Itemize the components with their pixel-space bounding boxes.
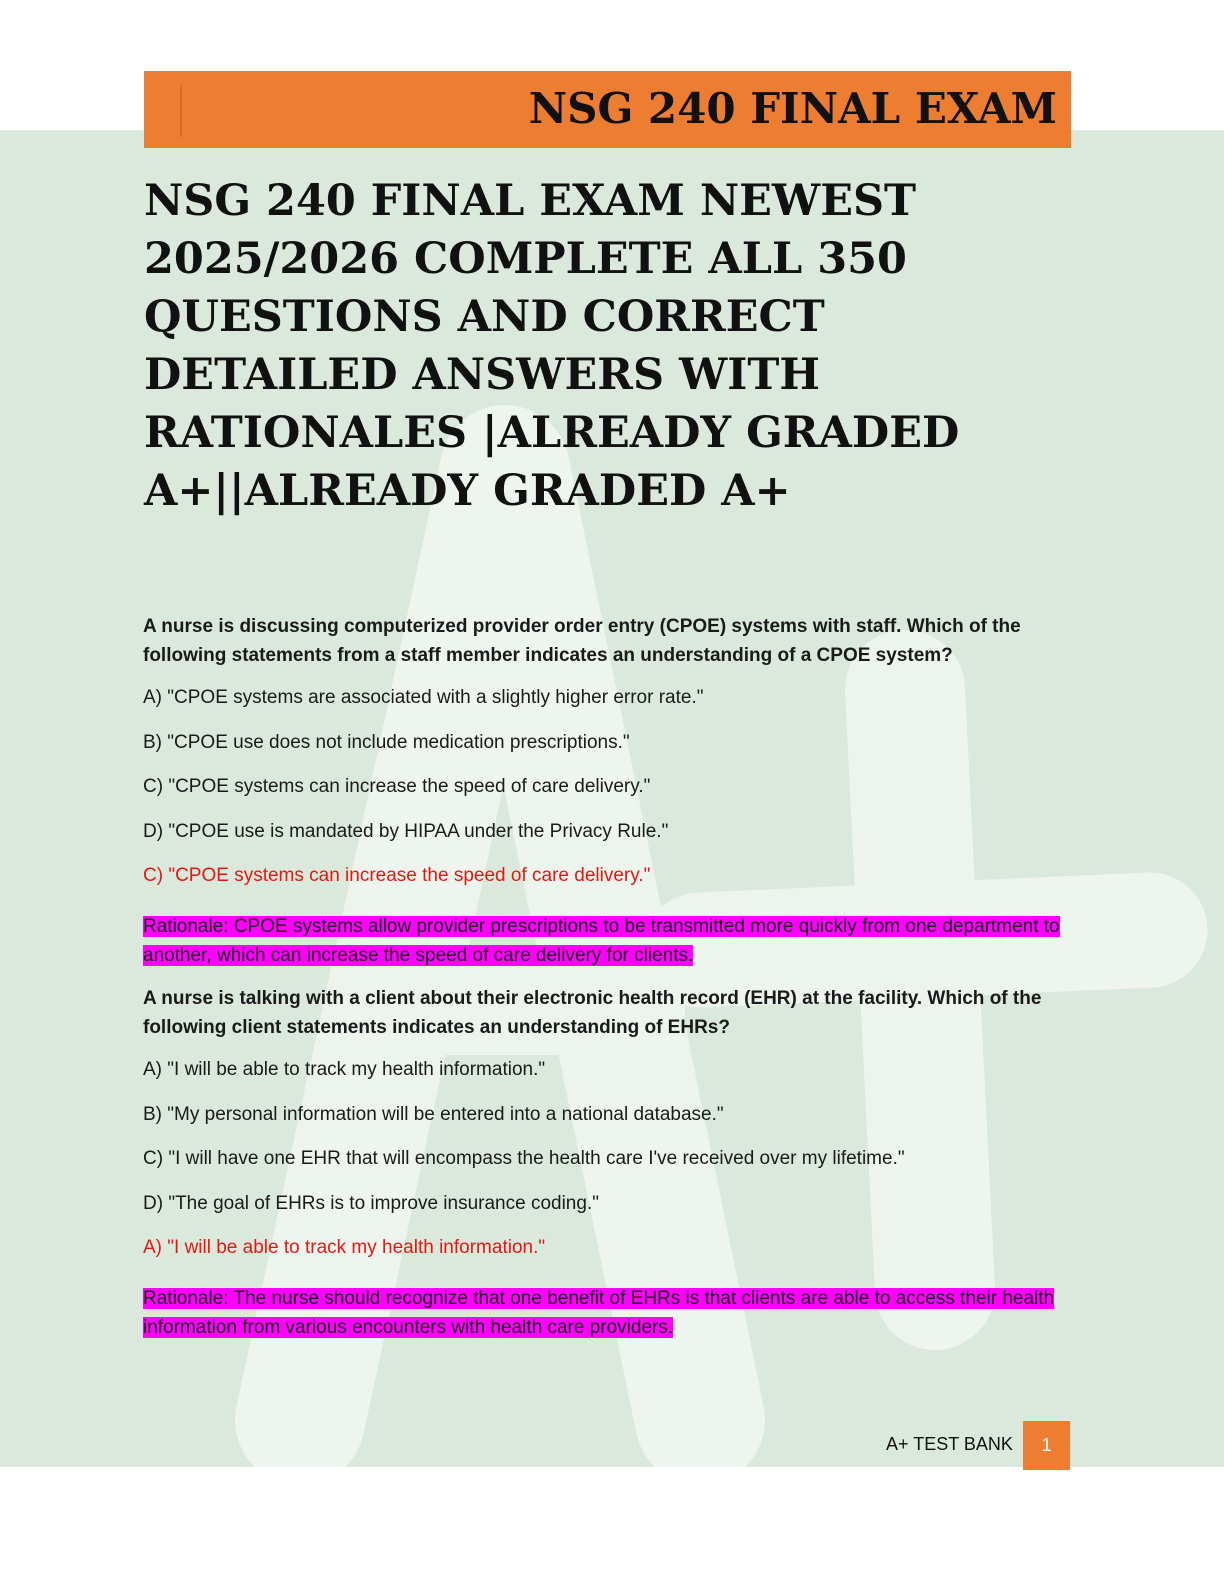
header-divider xyxy=(180,85,182,137)
question-list xyxy=(143,612,1073,1356)
option-d: D) "The goal of EHRs is to improve insurance coding." xyxy=(143,1192,599,1214)
option-d: D) "CPOE use is mandated by HIPAA under the Privacy Rule." xyxy=(143,820,669,842)
page-number: 1 xyxy=(1023,1421,1070,1470)
question-text: A nurse is talking with a client about their electronic health record (EHR) at the facility. Which of the following client statements indicates an understanding of EHRs? xyxy=(143,988,1042,1038)
option-b: B) "CPOE use does not include medication prescriptions." xyxy=(143,731,630,753)
correct-answer: A) "I will be able to track my health information." xyxy=(143,1237,546,1258)
document-title: NSG 240 FINAL EXAM NEWEST 2025/2026 COMPLETE ALL 350 QUESTIONS AND CORRECT DETAILED ANSWERS WITH RATIONALES |ALREADY GRADED A+||ALREADY GRADED A+ xyxy=(144,176,960,516)
option-b: B) "My personal information will be entered into a national database." xyxy=(143,1103,724,1125)
rationale xyxy=(143,1284,1073,1342)
option-a: A) "I will be able to track my health information." xyxy=(143,1059,546,1080)
header-bar xyxy=(144,71,1071,148)
question-block xyxy=(143,984,1073,1342)
footer-label: A+ TEST BANK xyxy=(886,1434,1013,1454)
option-a: A) "CPOE systems are associated with a slightly higher error rate." xyxy=(143,687,704,708)
rationale xyxy=(143,912,1073,970)
question-text: A nurse is discussing computerized provider order entry (CPOE) systems with staff. Which of the following statements from a staff member indicates an understanding of a CPOE system? xyxy=(143,616,1021,666)
header-title: NSG 240 FINAL EXAM xyxy=(528,84,1057,133)
option-c: C) "I will have one EHR that will encompass the health care I've received over my lifetime." xyxy=(143,1148,905,1169)
rationale-text: Rationale: The nurse should recognize that one benefit of EHRs is that clients are able to access their health information from various encounters with health care providers. xyxy=(143,1288,1055,1338)
option-c: C) "CPOE systems can increase the speed of care delivery." xyxy=(143,776,651,797)
question-block xyxy=(143,612,1073,970)
correct-answer: C) "CPOE systems can increase the speed of care delivery." xyxy=(143,865,651,886)
rationale-text: Rationale: CPOE systems allow provider prescriptions to be transmitted more quickly from one department to another, which can increase the speed of care delivery for clients. xyxy=(143,916,1060,966)
